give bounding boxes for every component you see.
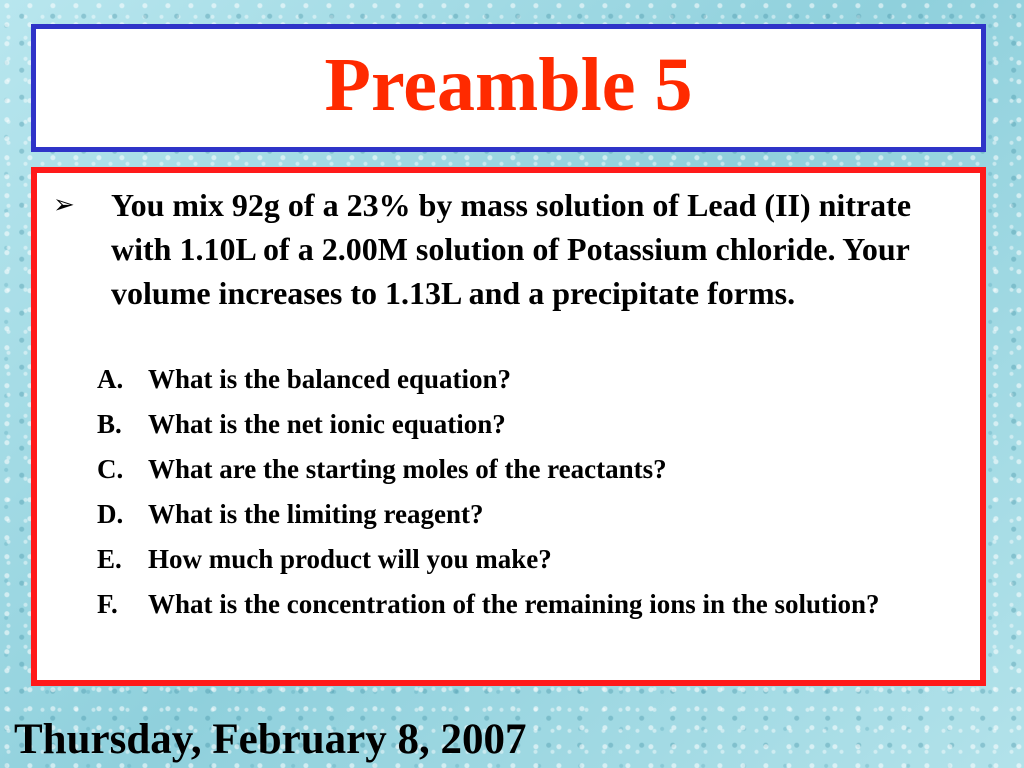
question-text: What is the concentration of the remaining ions in the solution? — [148, 589, 880, 619]
content-box — [31, 167, 986, 686]
question-letter: A. — [97, 364, 124, 394]
question-item — [97, 363, 957, 396]
question-list — [97, 363, 957, 633]
main-bullet-text: You mix 92g of a 23% by mass solution of Lead (II) nitrate with 1.10L of a 2.00M solution of Potassium chloride. Your volume increases to 1.13L and a precipitate forms. — [111, 187, 912, 311]
question-text: How much product will you make? — [148, 544, 552, 574]
question-item — [97, 453, 957, 486]
question-text: What are the starting moles of the reactants? — [148, 454, 667, 484]
question-item — [97, 588, 957, 621]
main-bullet — [53, 183, 953, 315]
question-text: What is the balanced equation? — [148, 364, 512, 394]
question-text: What is the limiting reagent? — [148, 499, 484, 529]
question-letter: E. — [97, 544, 122, 574]
question-letter: B. — [97, 409, 122, 439]
title-box — [31, 24, 986, 152]
question-item — [97, 498, 957, 531]
question-item — [97, 408, 957, 441]
footer-date: Thursday, February 8, 2007 — [14, 716, 527, 763]
question-letter: F. — [97, 589, 118, 619]
question-text: What is the net ionic equation? — [148, 409, 506, 439]
question-letter: C. — [97, 454, 124, 484]
question-letter: D. — [97, 499, 124, 529]
arrow-bullet-icon: ➢ — [53, 190, 75, 220]
slide-title: Preamble 5 — [324, 43, 693, 127]
question-item — [97, 543, 957, 576]
